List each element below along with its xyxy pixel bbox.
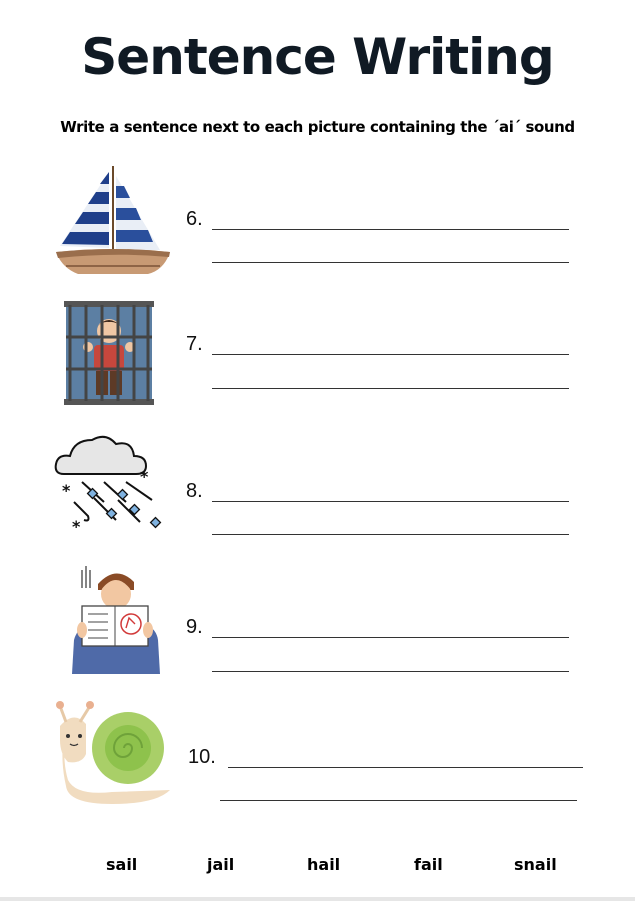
- item-number: 8.: [186, 480, 203, 502]
- word-bank-item: snail: [514, 855, 557, 874]
- item-number: 9.: [186, 616, 203, 638]
- item-number: 7.: [186, 333, 203, 355]
- answer-line[interactable]: [212, 637, 569, 638]
- jail-icon: [64, 301, 154, 405]
- fail-test-icon: [68, 560, 164, 674]
- answer-line[interactable]: [212, 534, 569, 535]
- svg-text:*: *: [62, 481, 71, 500]
- word-bank-item: fail: [414, 855, 443, 874]
- instructions: Write a sentence next to each picture containing the ˊaiˊ sound: [60, 118, 575, 136]
- word-bank-item: hail: [307, 855, 341, 874]
- answer-line[interactable]: [212, 671, 569, 672]
- answer-line[interactable]: [212, 229, 569, 230]
- answer-line[interactable]: [212, 501, 569, 502]
- answer-line[interactable]: [212, 388, 569, 389]
- bottom-rule: [0, 897, 635, 901]
- item-number: 6.: [186, 208, 203, 230]
- word-bank-item: sail: [106, 855, 138, 874]
- answer-line[interactable]: [212, 354, 569, 355]
- snail-icon: [52, 700, 174, 806]
- answer-line[interactable]: [228, 767, 583, 768]
- sailboat-icon: [52, 162, 174, 280]
- svg-text:*: *: [72, 517, 81, 534]
- svg-text:*: *: [140, 467, 149, 486]
- answer-line[interactable]: [220, 800, 577, 801]
- answer-line[interactable]: [212, 262, 569, 263]
- hail-cloud-icon: [52, 430, 166, 534]
- item-number: 10.: [188, 746, 216, 768]
- page-title: Sentence Writing: [81, 28, 554, 86]
- word-bank-item: jail: [207, 855, 235, 874]
